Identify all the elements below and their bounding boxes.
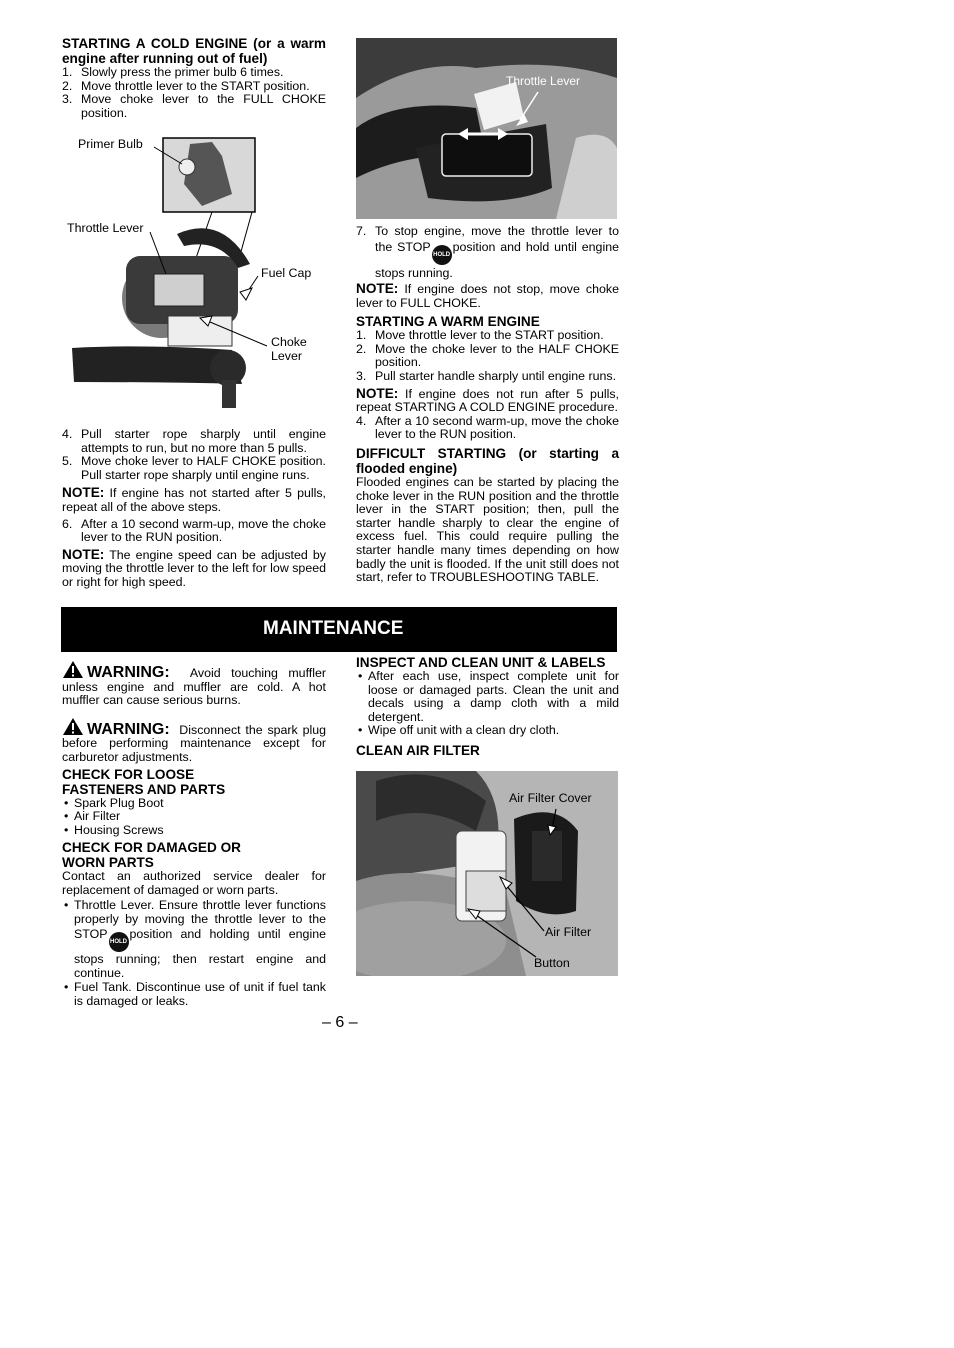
loose-fasteners-heading: CHECK FOR LOOSE FASTENERS AND PARTS xyxy=(62,766,226,797)
throttle-lever-label: Throttle Lever xyxy=(67,221,144,235)
warm-engine-heading: STARTING A WARM ENGINE xyxy=(356,314,540,330)
list-item: 7. To stop engine, move the throttle lever to the STOPHOLDposition and hold until engine stops running. xyxy=(356,224,619,280)
maintenance-right-column xyxy=(356,655,619,758)
fuel-cap-label: Fuel Cap xyxy=(261,266,312,280)
clean-air-filter-heading: CLEAN AIR FILTER xyxy=(356,742,480,758)
list-item: 3. Move choke lever to the FULL CHOKE position. xyxy=(62,92,326,120)
warning-triangle-icon xyxy=(62,660,84,679)
list-item: 1. Slowly press the primer bulb 6 times. xyxy=(62,65,284,79)
maintenance-banner xyxy=(61,607,617,652)
loose-items-list xyxy=(62,797,326,838)
cold-engine-heading: STARTING A COLD ENGINE (or a warm engine after running out of fuel) xyxy=(62,36,326,66)
list-item: • Housing Screws xyxy=(64,822,164,837)
figure-air-filter xyxy=(356,771,618,976)
primer-bulb-label: Primer Bulb xyxy=(78,137,143,151)
difficult-starting-text: Flooded engines can be started by placing the choke lever in the RUN position and the throttle lever in the START position; then, pull the starter handle sharply to clear the engine of excess fuel. This could require pulling the starter handle many times depending on how badly the unit is flooded. If the unit still does not start, refer to TROUBLESHOOTING TABLE. xyxy=(356,474,619,585)
note-block: NOTE: If engine does not run after 5 pulls, repeat STARTING A COLD ENGINE procedure. xyxy=(356,385,619,415)
maintenance-title: MAINTENANCE xyxy=(263,618,404,639)
list-item: • Throttle Lever. Ensure throttle lever functions properly by moving the throttle lever to the STOPHOLDposition and holding until engine stops running; then restart engine and continue. xyxy=(64,897,326,981)
list-item: 4. After a 10 second warm-up, move the choke lever to the RUN position. xyxy=(356,413,619,442)
air-filter-cover-label: Air Filter Cover xyxy=(509,791,592,805)
warm-steps-list xyxy=(356,329,619,383)
right-column-top xyxy=(356,223,619,585)
throttle-lever-callout: Throttle Lever xyxy=(506,74,581,88)
list-item: 3. Pull starter handle sharply until engine runs. xyxy=(356,368,617,383)
page-number: – 6 – xyxy=(322,1014,358,1031)
note-block: NOTE: If engine has not started after 5 pulls, repeat all of the above steps. xyxy=(62,485,326,514)
difficult-starting-heading: DIFFICULT STARTING (or starting a flooded engine) xyxy=(356,445,619,476)
list-item: • Wipe off unit with a clean dry cloth. xyxy=(358,723,560,738)
list-item: • Spark Plug Boot xyxy=(64,795,164,810)
left-column-top xyxy=(62,36,326,120)
throttle-photo xyxy=(356,38,617,219)
choke-lever-label: Choke Lever xyxy=(271,335,307,363)
damaged-parts-heading: CHECK FOR DAMAGED OR WORN PARTS xyxy=(62,840,241,871)
inspect-clean-heading: INSPECT AND CLEAN UNIT & LABELS xyxy=(356,655,606,670)
note-block: NOTE: If engine does not stop, move choke lever to FULL CHOKE. xyxy=(356,281,619,310)
figure-throttle-closeup xyxy=(356,38,617,219)
air-filter-label: Air Filter xyxy=(545,925,592,939)
warning-triangle-icon xyxy=(62,717,84,736)
note-block: NOTE: The engine speed can be adjusted by moving the throttle lever to the left for low speed or right for high speed. xyxy=(62,546,326,589)
list-item: 6. After a 10 second warm-up, move the choke lever to the RUN position. xyxy=(62,516,326,545)
maintenance-left-column xyxy=(62,660,326,1008)
list-item: 1. Move throttle lever to the START position. xyxy=(356,328,604,343)
hold-icon: HOLD xyxy=(432,245,452,265)
inspect-items-list xyxy=(356,670,619,738)
damaged-items-list xyxy=(62,898,326,1009)
list-item: • Air Filter xyxy=(64,809,121,824)
list-item: 2. Move throttle lever to the START position. xyxy=(62,78,310,93)
list-item: • Fuel Tank. Discontinue use of unit if fuel tank is damaged or leaks. xyxy=(64,979,326,1008)
list-item: • After each use, inspect complete unit for loose or damaged parts. Clean the unit and decals using a damp cloth with a mild detergent. xyxy=(358,669,619,724)
list-item: 4. Pull starter rope sharply until engine attempts to run, but no more than 5 pulls. xyxy=(62,427,326,455)
warning-block: WARNING: Disconnect the spark plug before performing maintenance except for carburetor adjustments. xyxy=(62,717,326,765)
damaged-parts-text: Contact an authorized service dealer for replacement of damaged or worn parts. xyxy=(62,869,326,897)
hold-icon: HOLD xyxy=(109,932,129,952)
list-item: 5. Move choke lever to HALF CHOKE position. Pull starter rope sharply until engine runs. xyxy=(62,454,326,482)
list-item: 2. Move the choke lever to the HALF CHOKE position. xyxy=(356,341,619,370)
left-column-bottom xyxy=(62,428,326,590)
button-label: Button xyxy=(534,956,570,970)
cold-steps-list-2 xyxy=(62,428,326,482)
figure-blower-controls xyxy=(62,134,326,416)
cold-steps-list xyxy=(62,66,326,120)
warning-block: WARNING: Avoid touching muffler unless engine and muffler are cold. A hot muffler can cause serious burns. xyxy=(62,660,326,708)
